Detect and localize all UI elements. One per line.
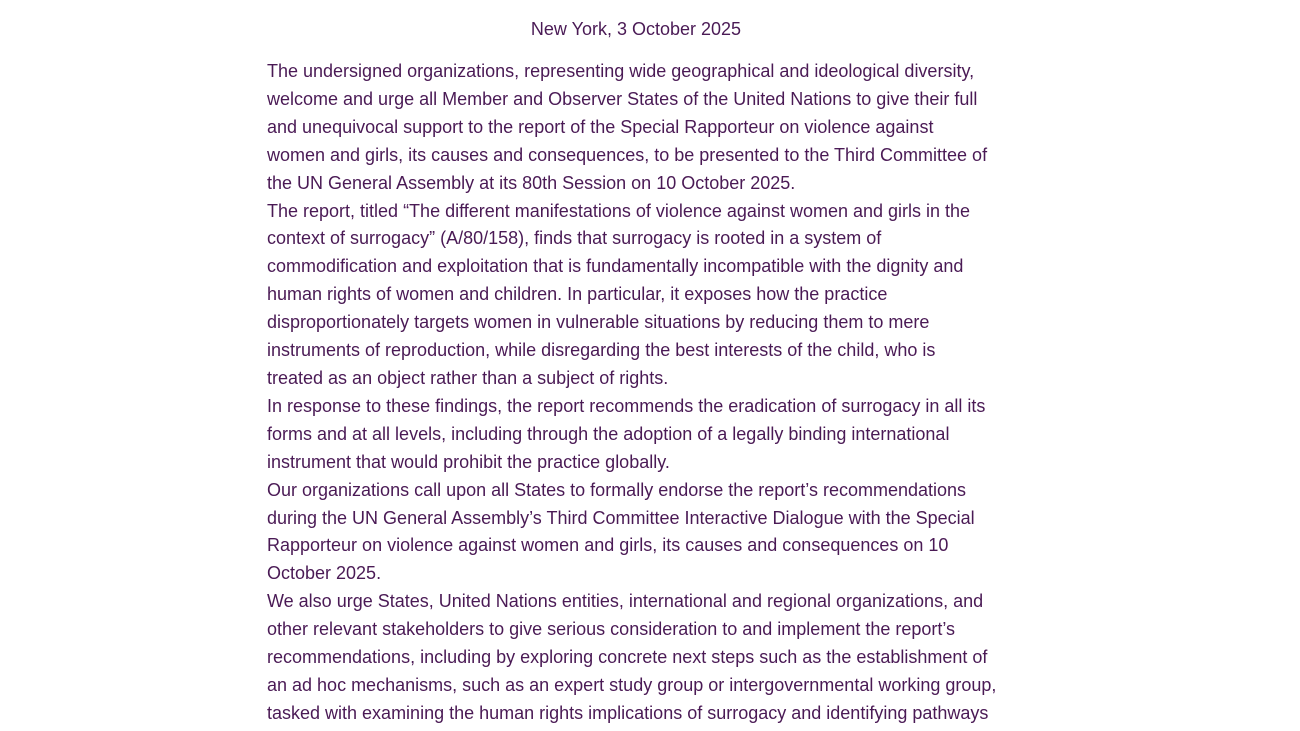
text-line: during the UN General Assembly’s Third Committee Interactive Dialogue with the Special [267, 507, 975, 528]
text-line: an ad hoc mechanisms, such as an expert study group or intergovernmental working group, [267, 674, 997, 695]
text-line: In response to these findings, the report recommends the eradication of surrogacy in all its [267, 395, 986, 416]
text-line: Rapporteur on violence against women and girls, its causes and consequences on 10 [267, 535, 949, 556]
document-body [267, 58, 1037, 728]
paragraph-report-findings [267, 198, 1037, 393]
text-line: instrument that would prohibit the practice globally. [267, 451, 670, 472]
text-line: women and girls, its causes and consequences, to be presented to the Third Committee of [267, 144, 988, 165]
text-line: tasked with examining the human rights implications of surrogacy and identifying pathways [267, 702, 989, 723]
paragraph-call-to-states [267, 477, 1037, 589]
text-line: human rights of women and children. In particular, it exposes how the practice [267, 284, 888, 305]
paragraph-intro [267, 58, 1037, 198]
text-line: treated as an object rather than a subject of rights. [267, 367, 669, 388]
text-line: disproportionately targets women in vulnerable situations by reducing them to mere [267, 312, 930, 333]
text-line: and unequivocal support to the report of the Special Rapporteur on violence against [267, 116, 934, 137]
text-line: October 2025. [267, 563, 382, 584]
text-line: context of surrogacy” (A/80/158), finds that surrogacy is rooted in a system of [267, 228, 882, 249]
dateline: New York, 3 October 2025 [530, 19, 742, 39]
paragraph-recommendation [267, 393, 1037, 477]
text-line: recommendations, including by exploring concrete next steps such as the establishment of [267, 647, 988, 668]
text-line: forms and at all levels, including through the adoption of a legally binding international [267, 423, 950, 444]
text-line: Our organizations call upon all States to formally endorse the report’s recommendations [267, 479, 967, 500]
text-line: other relevant stakeholders to give serious consideration to and implement the report’s [267, 619, 956, 640]
text-line: The report, titled “The different manifestations of violence against women and girls in the [267, 200, 971, 221]
text-line: commodification and exploitation that is fundamentally incompatible with the dignity and [267, 256, 964, 277]
text-line: The undersigned organizations, representing wide geographical and ideological diversity, [267, 61, 975, 81]
text-line: the UN General Assembly at its 80th Session on 10 October 2025. [267, 172, 796, 193]
text-line: instruments of reproduction, while disregarding the best interests of the child, who is [267, 340, 936, 361]
text-line: welcome and urge all Member and Observer States of the United Nations to give their full [267, 88, 978, 109]
text-line: We also urge States, United Nations entities, international and regional organizations, and [267, 591, 984, 612]
paragraph-urge-stakeholders [267, 588, 1037, 728]
